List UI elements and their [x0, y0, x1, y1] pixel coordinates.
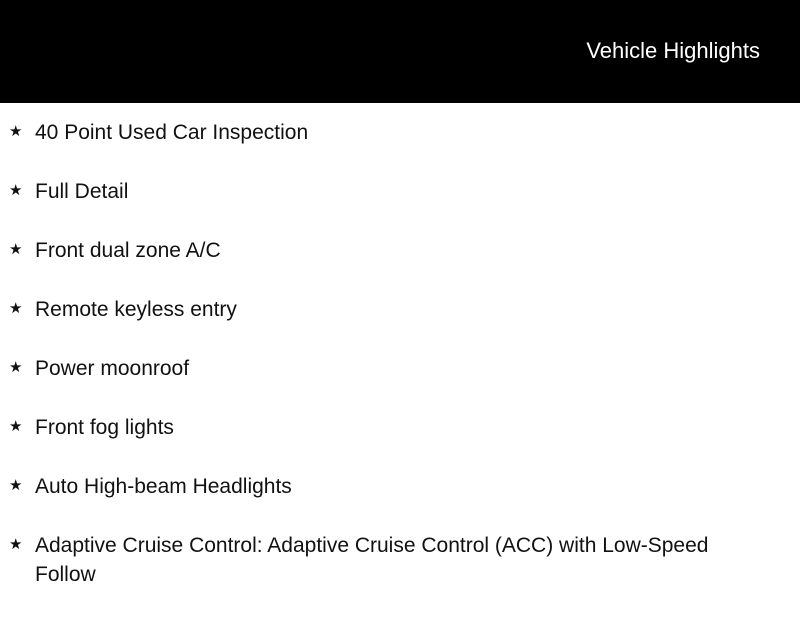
item-label: Remote keyless entry: [35, 298, 237, 321]
star-icon: ★: [9, 535, 23, 553]
item-label: Front dual zone A/C: [35, 239, 221, 262]
item-label: Power moonroof: [35, 357, 190, 380]
star-icon: ★: [9, 122, 23, 140]
list-item: [0, 531, 735, 589]
item-label: Auto High-beam Headlights: [35, 475, 292, 498]
list-item: [0, 118, 735, 147]
item-label: 40 Point Used Car Inspection: [35, 121, 309, 144]
list-item: [0, 354, 735, 383]
item-label: Full Detail: [35, 180, 129, 203]
list-item: [0, 177, 735, 206]
list-item: [0, 236, 735, 265]
star-icon: ★: [9, 299, 23, 317]
item-label: Front fog lights: [35, 416, 174, 439]
star-icon: ★: [9, 476, 23, 494]
item-label: Adaptive Cruise Control: Adaptive Cruise Control (ACC) with Low-Speed Follow: [35, 534, 709, 586]
star-icon: ★: [9, 181, 23, 199]
star-icon: ★: [9, 358, 23, 376]
highlights-list: [0, 118, 800, 619]
star-icon: ★: [9, 417, 23, 435]
list-item: [0, 472, 735, 501]
list-item: [0, 413, 735, 442]
header-title: Vehicle Highlights: [586, 38, 760, 63]
list-item: [0, 295, 735, 324]
star-icon: ★: [9, 240, 23, 258]
header-banner: [0, 0, 800, 103]
